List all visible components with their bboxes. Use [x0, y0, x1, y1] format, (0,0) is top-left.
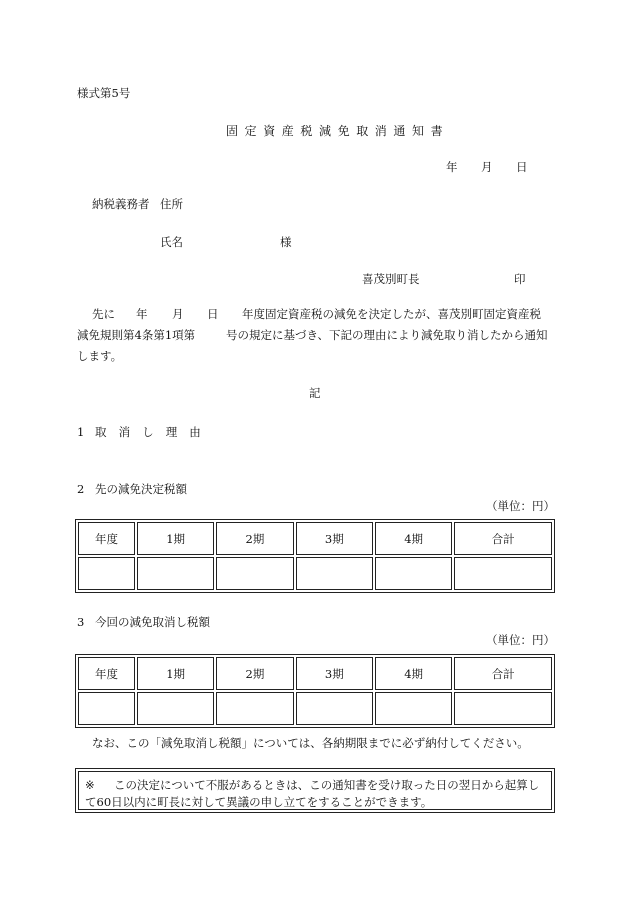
section1-number: 1 [77, 425, 85, 439]
header-total: 合計 [454, 522, 552, 555]
address-label: 住所 [160, 197, 183, 211]
form-number: 様式第5号 [77, 86, 131, 100]
section3-heading: 今回の減免取消し税額 [95, 615, 210, 629]
header-q3: 3期 [296, 522, 373, 555]
header-q4: 4期 [375, 522, 452, 555]
body-line2-text-b: 号の規定に基づき、下記の理由により減免取り消したから通知 [226, 328, 548, 342]
name-label: 氏名 [160, 235, 183, 249]
issuer-seal-mark: 印 [514, 272, 526, 286]
payment-note: なお、この「減免取消し税額」については、各納期限までに必ず納付してください。 [92, 736, 529, 750]
header-q2: 2期 [216, 522, 293, 555]
cell-total [454, 692, 552, 725]
cell-q1 [137, 692, 214, 725]
body-prefix: 先に [92, 307, 115, 321]
section2-number: 2 [77, 482, 85, 496]
cell-q3 [296, 557, 373, 590]
date-month-label: 月 [481, 160, 493, 174]
notice-mark: ※ [85, 778, 95, 792]
header-q1: 1期 [137, 522, 214, 555]
appeal-notice-box [75, 768, 555, 813]
section2-unit: （単位：円） [486, 499, 555, 513]
header-total: 合計 [454, 657, 552, 690]
section1-heading: 取消し理由 [95, 425, 213, 439]
table-header-row [78, 657, 552, 690]
honorific-sama: 様 [280, 235, 292, 249]
header-q3: 3期 [296, 657, 373, 690]
previous-tax-table [75, 519, 555, 593]
taxpayer-label: 納税義務者 [92, 197, 150, 211]
cell-year [78, 557, 135, 590]
header-q1: 1期 [137, 657, 214, 690]
header-q2: 2期 [216, 657, 293, 690]
header-year: 年度 [78, 657, 135, 690]
cell-total [454, 557, 552, 590]
header-year: 年度 [78, 522, 135, 555]
table-header-row [78, 522, 552, 555]
body-line2-text-a: 減免規則第4条第1項第 [77, 328, 196, 342]
cell-q2 [216, 692, 293, 725]
section2-heading: 先の減免決定税額 [95, 482, 187, 496]
table-row [78, 692, 552, 725]
issuer-name: 喜茂別町長 [362, 272, 420, 286]
date-year-label: 年 [446, 160, 458, 174]
body-line3-text: します。 [77, 349, 123, 363]
cell-q1 [137, 557, 214, 590]
section3-number: 3 [77, 615, 85, 629]
table-row [78, 557, 552, 590]
appeal-notice-inner [78, 771, 552, 810]
cell-q3 [296, 692, 373, 725]
cell-q4 [375, 557, 452, 590]
document-title: 固定資産税減免取消通知書 [226, 124, 450, 138]
body-month-label: 月 [172, 307, 184, 321]
cell-q2 [216, 557, 293, 590]
body-day-label: 日 [207, 307, 219, 321]
header-q4: 4期 [375, 657, 452, 690]
section3-unit: （単位：円） [486, 633, 555, 647]
date-day-label: 日 [516, 160, 528, 174]
body-line1-text: 年度固定資産税の減免を決定したが、喜茂別町固定資産税 [242, 307, 541, 321]
current-tax-table [75, 654, 555, 728]
appeal-notice-text: この決定について不服があるときは、この通知書を受け取った日の翌日から起算して60日以内に町長に対して異議の申し立てをすることができます。 [85, 778, 540, 809]
ki-heading: 記 [309, 386, 321, 400]
cell-year [78, 692, 135, 725]
body-year-label: 年 [136, 307, 148, 321]
cell-q4 [375, 692, 452, 725]
